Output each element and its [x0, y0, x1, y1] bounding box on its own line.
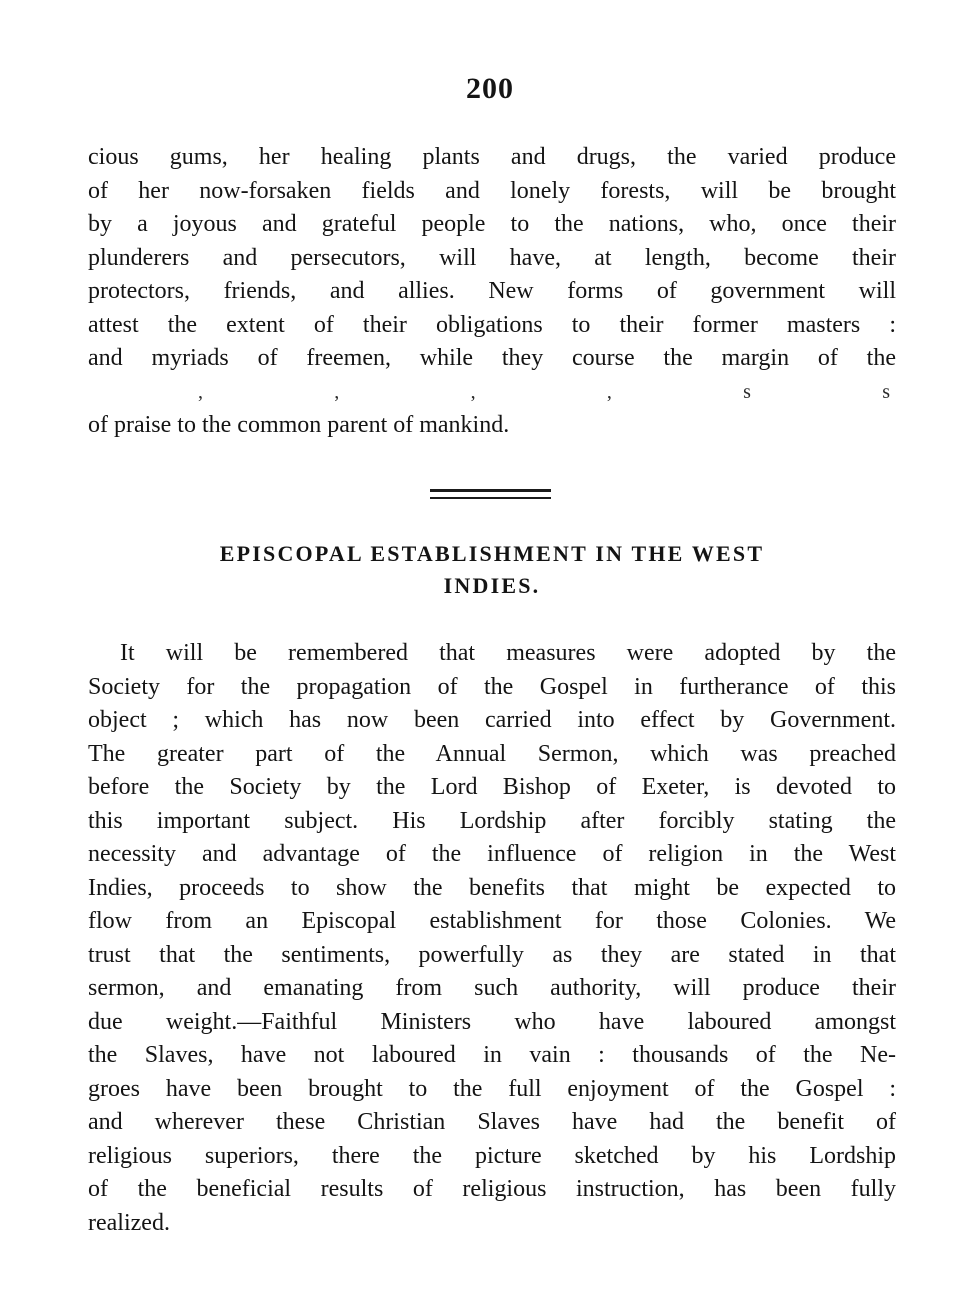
section-heading — [88, 538, 896, 602]
text-line: attest the extent of their obligations to their former masters : — [88, 311, 896, 338]
bottom-passage — [88, 637, 896, 1240]
text-line: realized. — [88, 1209, 170, 1236]
text-line: protectors, friends, and allies. New forms of government will — [88, 278, 896, 304]
text-line: cious gums, her healing plants and drugs, the varied produce — [88, 144, 896, 170]
text-line: necessity and advantage of the influence of religion in the West — [88, 841, 896, 867]
heading-line: INDIES. — [443, 573, 541, 598]
text-line: It will be remembered that measures were adopted by the — [120, 640, 896, 666]
faint-text-line — [88, 376, 896, 409]
heading-line: EPISCOPAL ESTABLISHMENT IN THE WEST — [219, 541, 765, 566]
text-line: of praise to the common parent of mankind. — [88, 411, 510, 438]
text-line: flow from an Episcopal establishment for those Colonies. We — [88, 908, 896, 934]
text-line: Indies, proceeds to show the benefits that might be expected to — [88, 874, 896, 901]
text-line: plunderers and persecutors, will have, at length, become their — [88, 244, 896, 271]
faint-mark: s — [882, 380, 890, 403]
text-line: religious superiors, there the picture sketched by his Lordship — [88, 1142, 896, 1169]
text-line: Society for the propagation of the Gospel in furtherance of this — [88, 673, 896, 700]
text-line: trust that the sentiments, powerfully as they are stated in that — [88, 941, 896, 968]
text-line: the Slaves, have not laboured in vain : thousands of the Ne- — [88, 1042, 896, 1068]
faint-mark: , — [334, 380, 340, 403]
page-number: 200 — [466, 72, 514, 105]
faint-mark: , — [470, 380, 476, 403]
faint-mark: s — [743, 380, 751, 403]
text-line: object ; which has now been carried into effect by Government. — [88, 707, 896, 733]
text-line: before the Society by the Lord Bishop of Exeter, is devoted to — [88, 774, 896, 800]
text-line: of the beneficial results of religious instruction, has been fully — [88, 1176, 896, 1202]
faint-mark: , — [606, 380, 612, 403]
text-line: and myriads of freemen, while they course the margin of the — [88, 345, 896, 371]
top-passage — [88, 141, 896, 442]
text-line: The greater part of the Annual Sermon, which was preached — [88, 740, 896, 767]
section-divider — [430, 489, 551, 499]
text-line: by a joyous and grateful people to the nations, who, once their — [88, 211, 896, 237]
faint-mark: , — [198, 380, 203, 403]
text-line: groes have been brought to the full enjoyment of the Gospel : — [88, 1075, 896, 1102]
text-line: and wherever these Christian Slaves have had the benefit of — [88, 1109, 896, 1135]
text-line: due weight.—Faithful Ministers who have laboured amongst — [88, 1008, 896, 1035]
text-line: this important subject. His Lordship after forcibly stating the — [88, 807, 896, 834]
text-line: sermon, and emanating from such authority, will produce their — [88, 975, 896, 1001]
text-line: of her now-forsaken fields and lonely forests, will be brought — [88, 177, 896, 204]
